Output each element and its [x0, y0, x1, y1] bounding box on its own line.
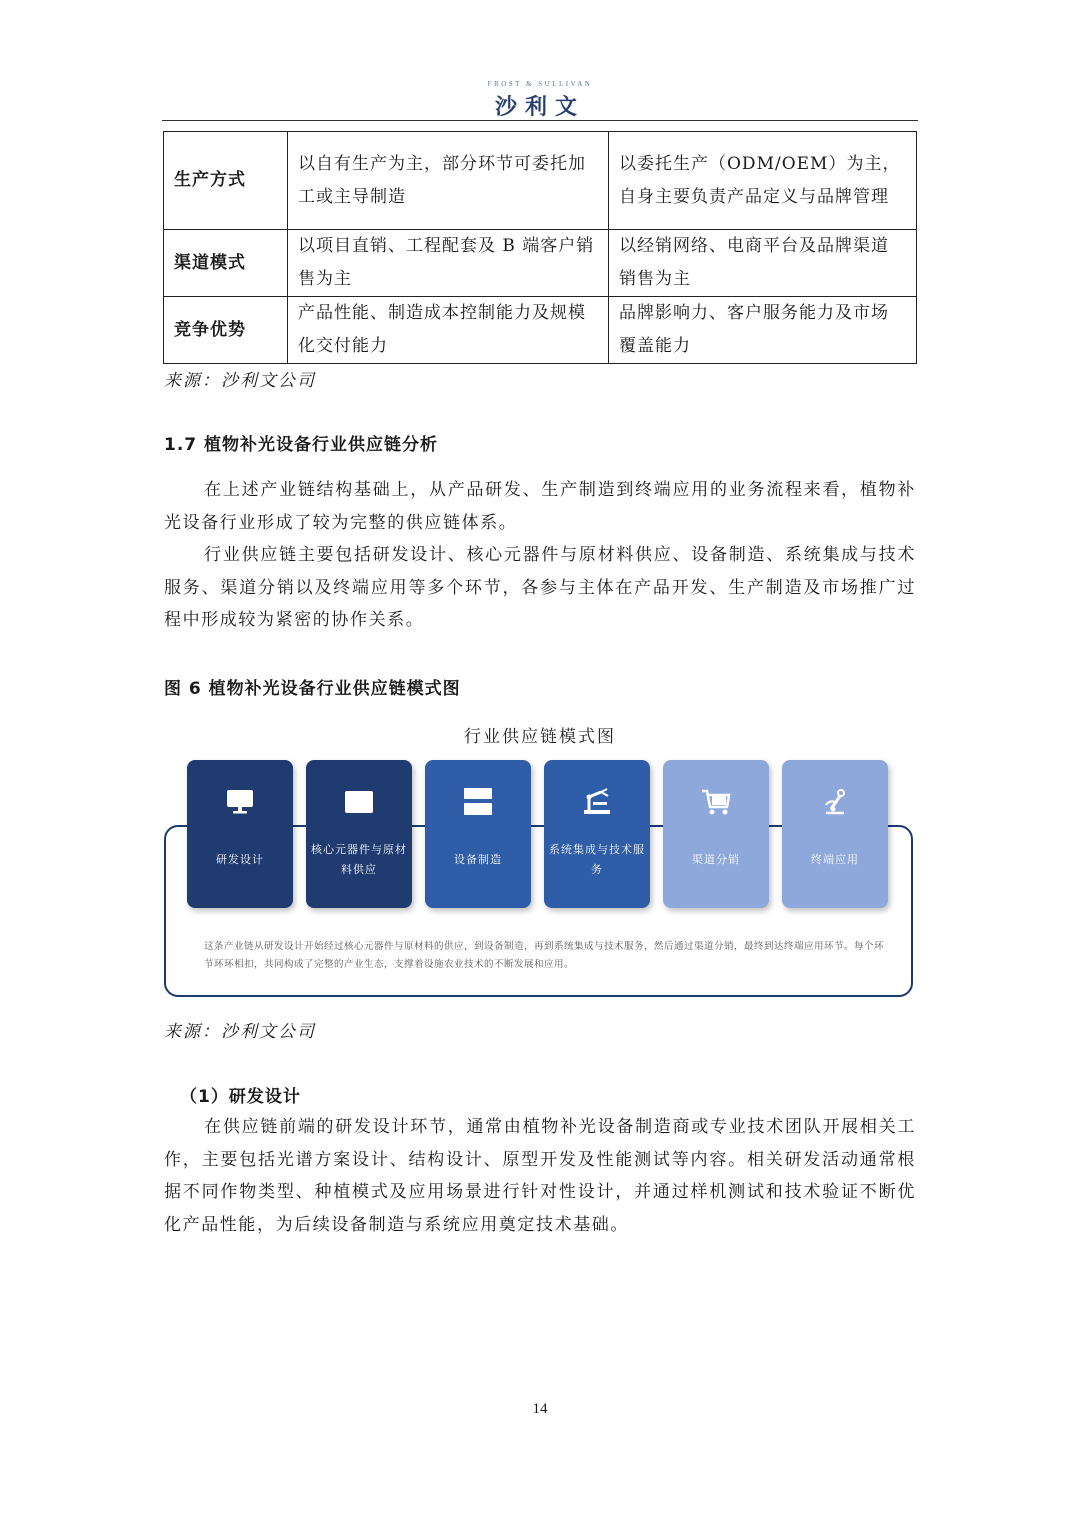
header-rule [162, 120, 918, 121]
row-header: 竞争优势 [164, 297, 288, 364]
stage-label: 设备制造 [454, 853, 502, 866]
table-cell: 产品性能、制造成本控制能力及规模化交付能力 [288, 297, 609, 364]
figure-title: 图 6 植物补光设备行业供应链模式图 [164, 679, 461, 699]
row-header: 生产方式 [164, 132, 288, 230]
paragraph-text: 在上述产业链结构基础上，从产品研发、生产制造到终端应用的业务流程来看，植物补光设备行业形成了较为完整的供应链体系。 [164, 480, 916, 533]
monitor-icon [187, 786, 293, 818]
source-note: 来源：沙利文公司 [164, 1022, 316, 1042]
table-row [164, 132, 917, 230]
cart-icon [663, 786, 769, 818]
stage-card-end-use [782, 760, 888, 908]
diagram-caption: 这条产业链从研发设计开始经过核心元器件与原材料的供应，到设备制造，再到系统集成与技术服务，然后通过渠道分销，最终到达终端应用环节。每个环节环环相扣，共同构成了完整的产业生态，支撑着设施农业技术的不断发展和应用。 [204, 941, 885, 970]
subsection-heading: （1）研发设计 [180, 1087, 301, 1107]
paragraph [164, 474, 916, 539]
equipment-icon [425, 786, 531, 818]
paragraph-text: 行业供应链主要包括研发设计、核心元器件与原材料供应、设备制造、系统集成与技术服务、渠道分销以及终端应用等多个环节，各参与主体在产品开发、生产制造及市场推广过程中形成较为紧密的协作关系。 [164, 545, 916, 630]
logo-english: FROST & SULLIVAN [487, 80, 593, 88]
paragraph-text: 在供应链前端的研发设计环节，通常由植物补光设备制造商或专业技术团队开展相关工作，主要包括光谱方案设计、结构设计、原型开发及性能测试等内容。相关研发活动通常根据不同作物类型、种植模式及应用场景进行针对性设计，并通过样机测试和技术验证不断优化产品性能，为后续设备制造与系统应用奠定技术基础。 [164, 1117, 916, 1235]
diagram-title: 行业供应链模式图 [464, 727, 616, 747]
stage-card-distribution [663, 760, 769, 908]
paragraph [164, 539, 916, 637]
stage-label: 渠道分销 [692, 853, 740, 866]
page-number: 14 [532, 1401, 548, 1417]
chip-icon [306, 786, 412, 818]
table-cell: 品牌影响力、客户服务能力及市场覆盖能力 [609, 297, 917, 364]
stage-label: 系统集成与技术服务 [549, 843, 645, 876]
stage-card-components [306, 760, 412, 908]
table-cell: 以委托生产（ODM/OEM）为主，自身主要负责产品定义与品牌管理 [609, 132, 917, 230]
stage-label: 研发设计 [216, 853, 264, 866]
paragraph [164, 1111, 916, 1241]
row-header: 渠道模式 [164, 230, 288, 297]
robot-arm-icon [544, 786, 650, 818]
table-cell: 以经销网络、电商平台及品牌渠道销售为主 [609, 230, 917, 297]
section-heading: 1.7 植物补光设备行业供应链分析 [164, 435, 439, 455]
source-note: 来源：沙利文公司 [164, 371, 316, 391]
stage-label: 终端应用 [811, 853, 859, 866]
stage-card-rd-design [187, 760, 293, 908]
table-row [164, 297, 917, 364]
table-row [164, 230, 917, 297]
stage-label: 核心元器件与原材料供应 [311, 843, 407, 876]
microscope-icon [782, 786, 888, 818]
comparison-table [163, 131, 917, 364]
stage-card-integration [544, 760, 650, 908]
stage-card-manufacturing [425, 760, 531, 908]
header-logo [0, 80, 1080, 121]
table-cell: 以自有生产为主，部分环节可委托加工或主导制造 [288, 132, 609, 230]
logo-chinese: 沙利文 [494, 95, 585, 120]
table-cell: 以项目直销、工程配套及 B 端客户销售为主 [288, 230, 609, 297]
